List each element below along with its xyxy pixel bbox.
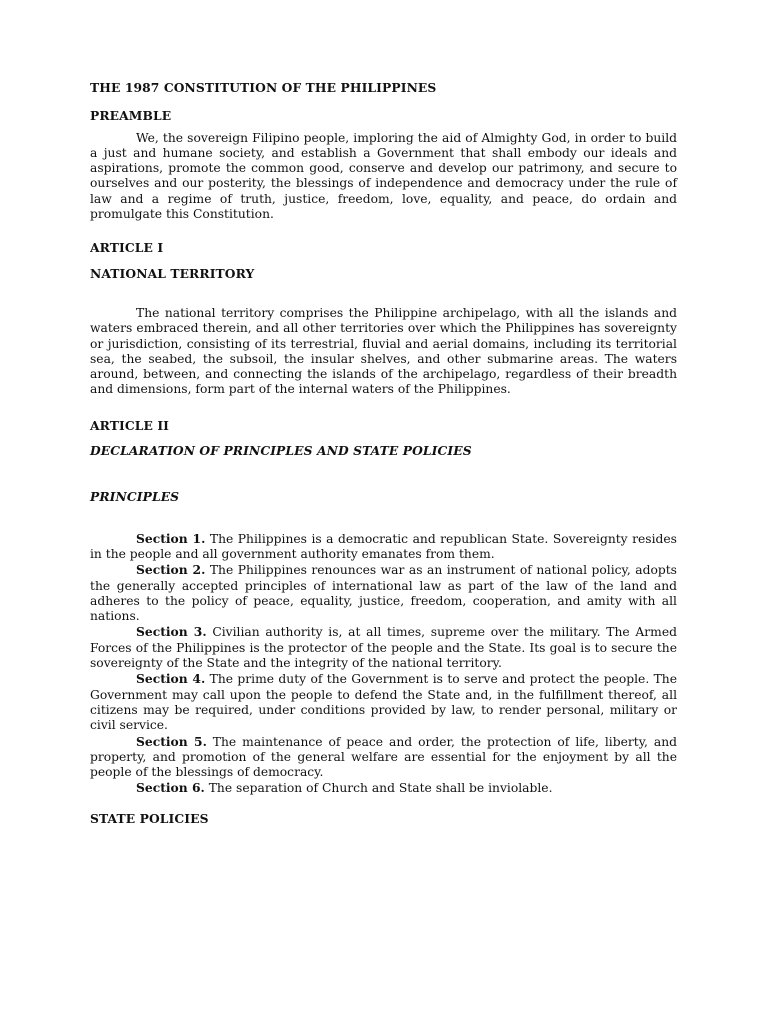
section-5-text: The maintenance of peace and order, the protection of life, liberty, and property, and promotion of the general welfare are essential for the enjoyment by all the people of the blessings of democracy. (90, 734, 678, 780)
section-4 (90, 671, 677, 733)
section-1 (90, 531, 677, 563)
article-1-heading: ARTICLE I (90, 240, 164, 256)
preamble-heading: PREAMBLE (90, 108, 172, 124)
section-4-label: Section 4. (136, 671, 206, 687)
article-2-heading: ARTICLE II (90, 417, 170, 433)
section-3-text: Civilian authority is, at all times, supreme over the military. The Armed Forces of the Philippines is the protector of the people and the State. Its goal is to secure the sovereignty of the State and the integrity of the national territory. (90, 625, 677, 671)
section-2-label: Section 2. (136, 562, 206, 578)
section-2-text: The Philippines renounces war as an instrument of national policy, adopts the generally accepted principles of international law as part of the law of the land and adheres to the policy of peace, equality, justice, freedom, cooperation, and amity with all nations. (90, 563, 677, 624)
section-6-text: The separation of Church and State shall be inviolable. (204, 781, 553, 796)
national-territory-text: The national territory comprises the Philippine archipelago, with all the islands and waters embraced therein, and all other territories over which the Philippines has sovereignty or jurisdiction, consisting of its terrestrial, fluvial and aerial domains, including its territorial sea, the seabed, the subsoil, the insular shelves, and other submarine areas. The waters around, between, and connecting the islands of the archipelago, regardless of their breadth and dimensions, form part of the internal waters of the Philippines. (90, 305, 677, 397)
section-3 (90, 624, 677, 671)
section-3-label: Section 3. (136, 624, 207, 640)
section-5 (90, 734, 677, 781)
preamble-text: We, the sovereign Filipino people, imploring the aid of Almighty God, in order to build a just and humane society, and establish a Government that shall embody our ideals and aspirations, promote the common good, conserve and develop our patrimony, and secure to ourselves and our posterity, the blessings of independence and democracy under the rule of law and a regime of truth, justice, freedom, love, equality, and peace, do ordain and promulgate this Constitution. (90, 130, 677, 222)
document-page (90, 76, 677, 826)
article-2-title: DECLARATION OF PRINCIPLES AND STATE POLICIES (90, 443, 472, 459)
section-1-text: The Philippines is a democratic and republican State. Sovereignty resides in the people and all government authority emanates from them. (90, 531, 677, 561)
article-1-title: NATIONAL TERRITORY (90, 265, 255, 281)
section-5-label: Section 5. (136, 733, 207, 749)
principles-heading: PRINCIPLES (90, 489, 180, 505)
section-6 (90, 780, 677, 796)
section-2 (90, 562, 677, 624)
section-4-text: The prime duty of the Government is to serve and protect the people. The Government may call upon the people to defend the State and, in the fulfillment thereof, all citizens may be required, under conditions provided by law, to render personal, military or civil service. (90, 672, 678, 733)
section-6-label: Section 6. (136, 780, 205, 796)
section-1-label: Section 1. (136, 530, 206, 546)
state-policies-heading: STATE POLICIES (90, 810, 209, 826)
document-title: THE 1987 CONSTITUTION OF THE PHILIPPINES (90, 80, 437, 95)
